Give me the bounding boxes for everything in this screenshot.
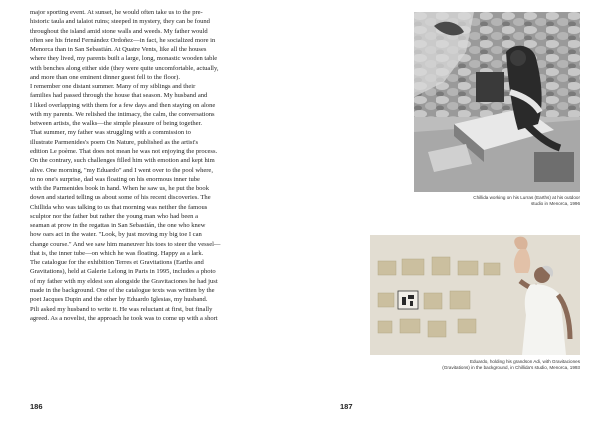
body-text-line: major sporting event. At sunset, he would often take us to the pre-: [30, 9, 203, 16]
body-text-line: that is, the inner tube—on which he was floating. Happy as a lark.: [30, 249, 204, 257]
caption-bottom-line: Eduardo, holding his grandson Adi, with Gravitaciones: [469, 359, 580, 364]
body-text-line: alive. One morning, "my Eduardo" and I went over to the pool where,: [30, 166, 213, 174]
body-text-line: That summer, my father was struggling with a commission to: [30, 129, 191, 137]
body-text-line: families had passed through the house that season. My husband and: [30, 92, 208, 100]
page-number-right: 187: [340, 402, 353, 411]
body-text-line: I remember one distant summer. Many of my siblings and their: [30, 83, 196, 91]
body-text-line: Gravitations), held at Galerie Lelong in Paris in 1995, includes a photo: [30, 268, 216, 276]
body-text-line: throughout the island amid stone walls and weeds. My father would: [30, 27, 208, 35]
caption-bottom: [370, 359, 580, 371]
body-text-line: with the Parmenides book in hand. When he saw us, he put the book: [30, 185, 209, 193]
body-text-line: and more than one eminent dinner guest fell to the floor).: [30, 73, 180, 81]
body-text-line: between artists, the walks—the simple pleasure of being together.: [30, 120, 202, 128]
body-text-line: made in the background. One of the catalogue texts was written by the: [30, 286, 215, 294]
caption-top: [414, 195, 580, 207]
body-text-line: edition Le poème. That does not mean he was not enjoying the process.: [30, 147, 218, 155]
photo-studio-gravitaciones: [370, 235, 580, 355]
body-text-line: On the contrary, such challenges filled him with emotion and kept him: [30, 157, 215, 165]
body-text-line: with benches along either side (they were quite uncomfortable, actually,: [30, 64, 219, 72]
photo-outdoor-studio: [414, 12, 580, 192]
body-text-line: change course." And we saw him maneuver his toes to steer the vessel—: [30, 240, 221, 248]
photo-outdoor-studio-image: [414, 12, 580, 192]
body-text-line: Menorca than in San Sebastián. At Quatre Vents, like all the houses: [30, 46, 207, 54]
body-text-line: where they lived, my parents built a large, long, monastic wooden table: [30, 55, 218, 63]
page-number-left: 186: [30, 402, 43, 411]
caption-top-line: Chillida working on his Lurras (Earths) at his outdoor: [473, 195, 580, 200]
body-text-line: seaman at prow in the regattas in San Sebastián, the one who knew: [30, 222, 206, 230]
caption-top-line: studio in Menorca, 1996: [530, 200, 580, 206]
body-text-line: Chillida who was talking to us that morning was neither the famous: [30, 203, 208, 211]
body-text-line: The catalogue for the exhibition Terres et Gravitations (Earths and: [30, 259, 204, 267]
body-text-line: poet Jacques Dupin and the other by Eduardo Iglesias, my husband.: [30, 296, 208, 304]
body-text-line: agreed. As a novelist, the approach he took was to come up with a short: [30, 314, 218, 322]
body-text-line: illustrate Parmenides's poem On Nature, published as the artist's: [30, 138, 198, 146]
body-text-line: I liked overlapping with them for a few days and then staying on alone: [30, 101, 216, 109]
body-text-line: of my father with my eldest son alongside the Gravitaciones he had just: [30, 277, 218, 285]
caption-bottom-line: (Gravitations) in the background, in Chillida's studio, Menorca, 1993: [442, 364, 580, 370]
body-text-line: with my parents. We relished the intimacy, the calm, the conversations: [30, 110, 215, 118]
body-text-line: to no one's surprise, dad was floating on his enormous inner tube: [30, 175, 200, 183]
body-text-line: down and started telling us about some of his recent discoveries. The: [30, 194, 211, 202]
right-page: [300, 0, 600, 439]
body-text-line: Pili asked my husband to write it. He was reluctant at first, but finally: [30, 305, 213, 313]
body-text-line: historic taula and talaiot ruins; steeped in mystery, they can be found: [30, 18, 210, 26]
body-text: [30, 8, 284, 323]
photo-studio-gravitaciones-image: [370, 235, 580, 355]
body-text-line: sculptor nor the father but rather the young man who had been a: [30, 212, 198, 220]
body-text-line: how oars act in the water. "Look, by just moving my big toe I can: [30, 231, 202, 239]
body-text-line: often see his friend Fernández Ordoñez—in fact, he socialized more in: [30, 36, 216, 44]
